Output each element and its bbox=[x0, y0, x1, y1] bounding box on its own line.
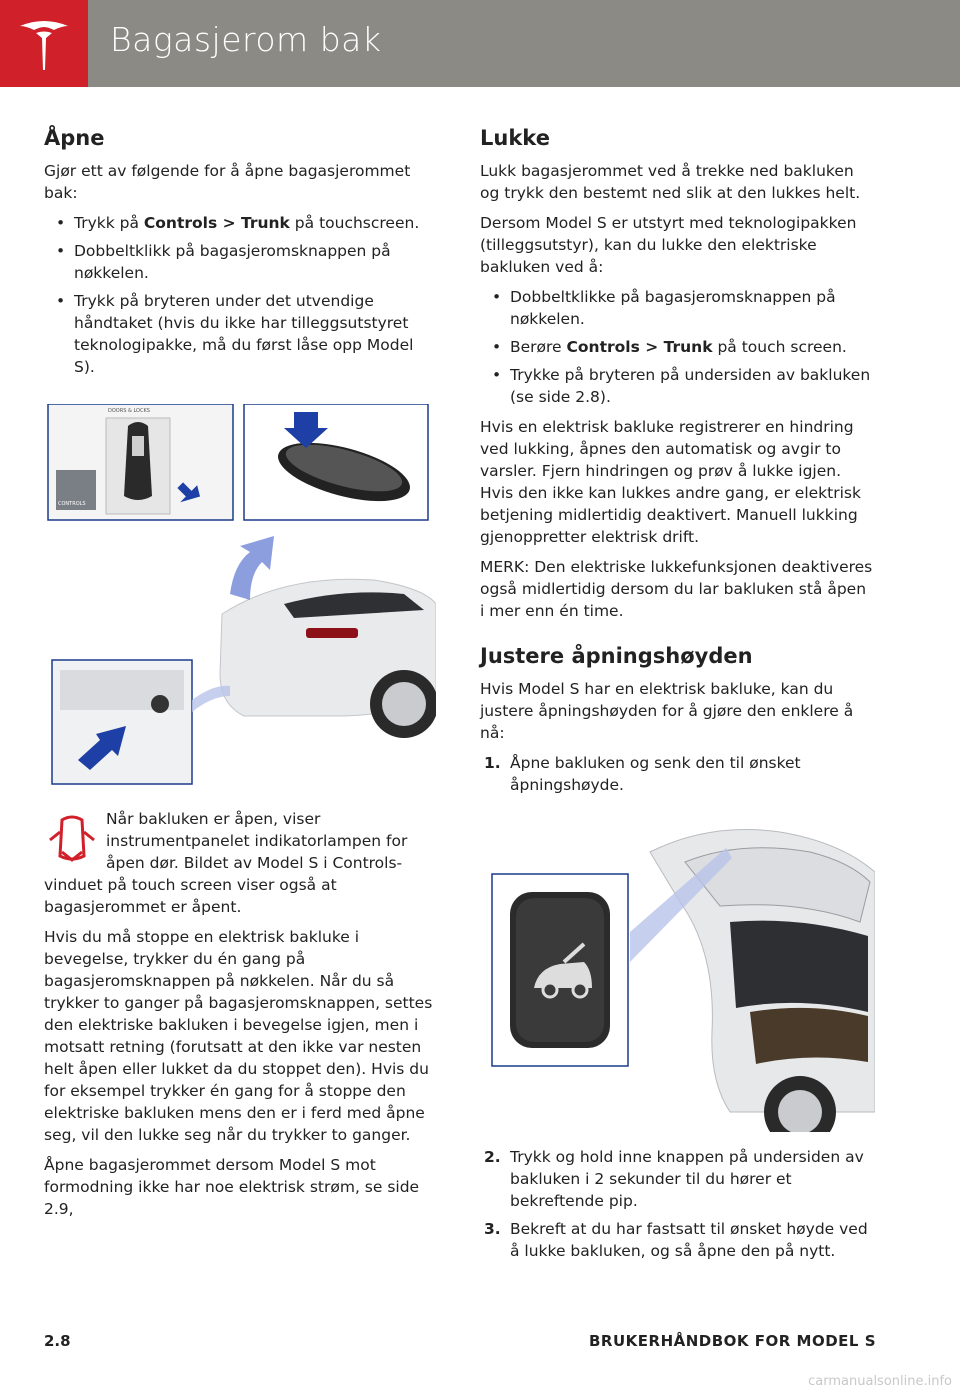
doors-locks-label: DOORS & LOCKS bbox=[108, 408, 150, 414]
stop-paragraph: Hvis du må stoppe en elektrisk bakluke i bevegelse, trykker du én gang på bagasjeromsknappen på nøkkelen. Når du så trykker to ganger på bagasjeromsknappen, settes den elektriske bakluken i bevegelse igjen, men i motsatt retning (forutsatt at den ikke var nesten helt åpen eller lukket da du stoppet den). Hvis du for eksempel trykker én gang for å stoppe den elektriske bakluken mens den er i ferd med åpne seg, vil den lukke seg når du trykker to ganger. bbox=[44, 928, 433, 1144]
close-methods-list bbox=[480, 286, 875, 408]
note-block bbox=[44, 808, 436, 918]
open-intro: Gjør ett av følgende for å åpne bagasjerommet bak: bbox=[44, 162, 411, 202]
adjust-steps-continued bbox=[480, 1146, 875, 1262]
list-item: • Trykk på bryteren under det utvendige håndtaket (hvis du ikke har tilleggsutstyret teknologipakke, må du først låse opp Model S). bbox=[44, 290, 436, 378]
open-door-indicator-icon bbox=[44, 810, 100, 866]
close-paragraph-1: Lukk bagasjerommet ved å trekke ned bakluken og trykk den bestemt ned slik at den lukkes helt. bbox=[480, 162, 861, 202]
trunk-open-illustration bbox=[44, 404, 436, 796]
obstacle-paragraph: Hvis en elektrisk bakluke registrerer en hindring ved lukking, åpnes den automatisk og avgir to varsler. Fjern hindringen og prøv å lukke igjen. Hvis den ikke kan lukkes andre gang, er elektrisk betjening midlertidig deaktivert. Manuell lukking gjenoppretter elektrisk drift. bbox=[480, 418, 861, 546]
manual-open-paragraph: Åpne bagasjerommet dersom Model S mot formodning ikke har noe elektrisk strøm, se side 2.9, bbox=[44, 1156, 420, 1218]
manual-title: BRUKERHÅNDBOK FOR MODEL S bbox=[588, 1332, 876, 1350]
list-item: • Dobbeltklikke på bagasjeromsknappen på nøkkelen. bbox=[480, 286, 875, 330]
note-paragraph: MERK: Den elektriske lukkefunksjonen deaktiveres også midlertidig dersom du lar bakluken stå åpen i mer enn én time. bbox=[480, 558, 873, 620]
step-item: 3. Bekreft at du har fastsatt til ønsket høyde ved å lukke bakluken, og så åpne den på nytt. bbox=[484, 1220, 868, 1260]
list-item: • Trykk på Controls > Trunk på touchscreen. bbox=[44, 212, 436, 234]
heading-open: Åpne bbox=[44, 126, 105, 150]
list-item: • Dobbeltklikk på bagasjeromsknappen på nøkkelen. bbox=[44, 240, 436, 284]
heading-adjust: Justere åpningshøyden bbox=[480, 644, 753, 668]
close-paragraph-2: Dersom Model S er utstyrt med teknologipakken (tilleggsutstyr), kan du lukke den elektriske bakluken ved å: bbox=[480, 214, 857, 276]
watermark: carmanualsonline.info bbox=[808, 1374, 952, 1389]
controls-label: CONTROLS bbox=[58, 501, 86, 507]
list-item: • Berøre Controls > Trunk på touch screen. bbox=[480, 336, 875, 358]
liftgate-button-illustration bbox=[480, 812, 875, 1132]
page-title: Bagasjerom bak bbox=[110, 20, 382, 59]
left-column bbox=[44, 118, 436, 1228]
page-number: 2.8 bbox=[44, 1332, 71, 1350]
tesla-logo bbox=[0, 0, 88, 87]
list-item: • Trykke på bryteren på undersiden av bakluken (se side 2.8). bbox=[480, 364, 875, 408]
heading-close: Lukke bbox=[480, 126, 550, 150]
adjust-steps bbox=[480, 752, 875, 796]
page-header bbox=[0, 0, 960, 87]
tesla-t-icon bbox=[14, 14, 74, 74]
step-item: 1. Åpne bakluken og senk den til ønsket åpningshøyde. bbox=[484, 754, 801, 794]
note-text: Når bakluken er åpen, viser instrumentpanelet indikatorlampen for åpen dør. Bildet av Model S i Controls-vinduet på touch screen viser også at bagasjerommet er åpent. bbox=[44, 810, 408, 916]
open-methods-list bbox=[44, 212, 436, 378]
right-column bbox=[480, 118, 875, 1268]
step-item: 2. Trykk og hold inne knappen på undersiden av bakluken i 2 sekunder til du hører et bekreftende pip. bbox=[484, 1148, 864, 1210]
adjust-paragraph: Hvis Model S har en elektrisk bakluke, kan du justere åpningshøyden for å gjøre den enklere å nå: bbox=[480, 680, 854, 742]
